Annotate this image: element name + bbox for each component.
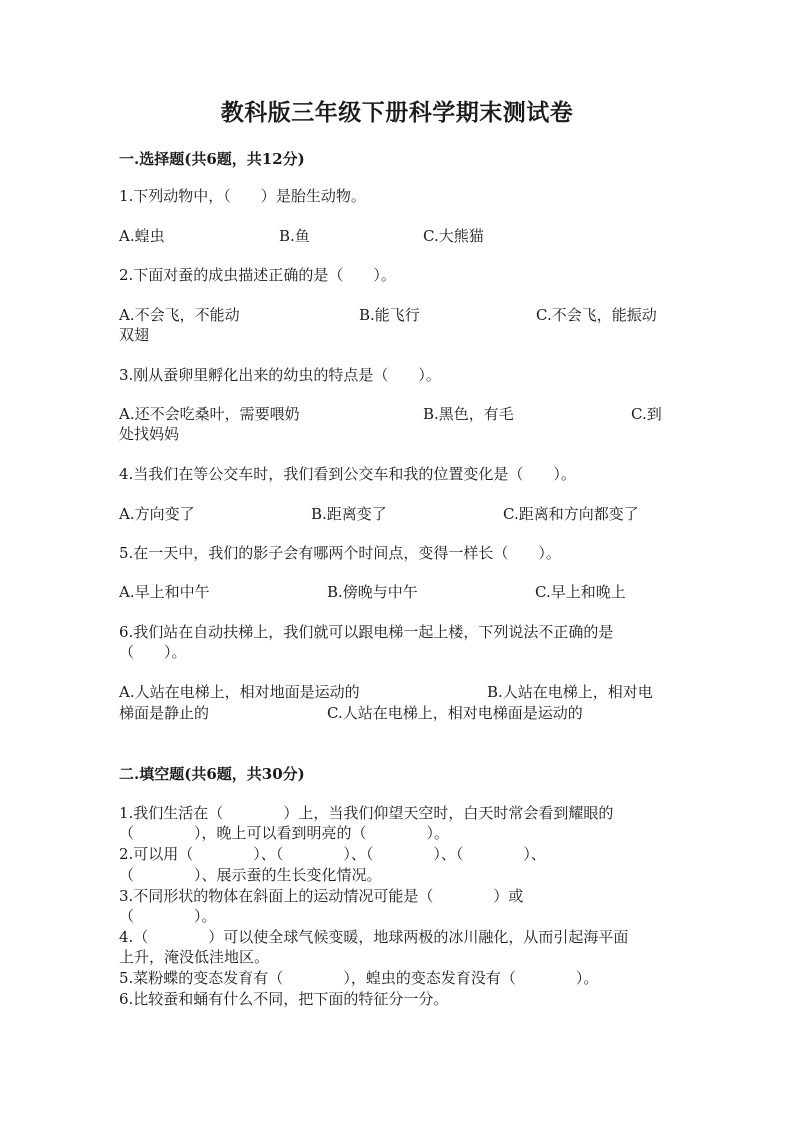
- option-a: A.还不会吃桑叶，需要喂奶: [119, 405, 300, 423]
- option-c-continued: 处找妈妈: [119, 425, 180, 443]
- fill-line: 4.（ ）可以使全球气候变暖，地球两极的冰川融化，从而引起海平面: [119, 928, 629, 946]
- question-stem: 2.下面对蚕的成虫描述正确的是（ ）。: [119, 266, 396, 284]
- option-c: C.大熊猫: [423, 227, 484, 245]
- option-c: C.到: [631, 405, 662, 423]
- option-a: A.不会飞，不能动: [119, 306, 240, 324]
- section-heading-choice: 一.选择题(共6题，共12分): [119, 150, 305, 168]
- fill-line: 5.菜粉蝶的变态发育有（ ），蝗虫的变态发育没有（ ）。: [119, 969, 599, 987]
- option-c: C.距离和方向都变了: [503, 505, 639, 523]
- option-b: B.鱼: [279, 227, 310, 245]
- fill-line: （ ），晚上可以看到明亮的（ ）。: [119, 824, 450, 842]
- option-c: C.人站在电梯上，相对电梯面是运动的: [327, 704, 583, 722]
- fill-line: （ ）。: [119, 907, 217, 925]
- section-heading-fill-in: 二.填空题(共6题，共30分): [119, 765, 305, 783]
- fill-line: 6.比较蚕和蛹有什么不同，把下面的特征分一分。: [119, 990, 449, 1008]
- option-b: B.能飞行: [359, 306, 420, 324]
- question-stem: 1.下列动物中，（ ）是胎生动物。: [119, 187, 366, 205]
- question-stem: 5.在一天中，我们的影子会有哪两个时间点，变得一样长（ ）。: [119, 544, 561, 562]
- option-b: B.傍晚与中午: [327, 583, 418, 601]
- option-b: B.距离变了: [311, 505, 387, 523]
- question-stem: 4.当我们在等公交车时，我们看到公交车和我的位置变化是（ ）。: [119, 465, 576, 483]
- option-a: A.方向变了: [119, 505, 195, 523]
- option-c: C.不会飞，能振动: [536, 306, 657, 324]
- question-stem: 6.我们站在自动扶梯上，我们就可以跟电梯一起上楼，下列说法不正确的是: [119, 623, 614, 641]
- option-a: A.早上和中午: [119, 583, 210, 601]
- fill-line: 2.可以用（ ）、（ ）、（ ）、（ ）、: [119, 845, 546, 863]
- option-b: B.黑色，有毛: [423, 405, 514, 423]
- option-b: B.人站在电梯上，相对电: [487, 683, 653, 701]
- option-a: A.蝗虫: [119, 227, 165, 245]
- option-c: C.早上和晚上: [535, 583, 626, 601]
- question-stem: 3.刚从蚕卵里孵化出来的幼虫的特点是（ ）。: [119, 366, 441, 384]
- fill-line: 3.不同形状的物体在斜面上的运动情况可能是（ ）或: [119, 887, 524, 905]
- fill-line: （ ）、展示蚕的生长变化情况。: [119, 866, 382, 884]
- option-a: A.人站在电梯上，相对地面是运动的: [119, 683, 360, 701]
- fill-line: 1.我们生活在（ ）上，当我们仰望天空时，白天时常会看到耀眼的: [119, 804, 614, 822]
- option-b-continued: 梯面是静止的: [119, 704, 210, 722]
- question-stem-continued: （ ）。: [119, 643, 187, 661]
- option-c-continued: 双翅: [119, 326, 150, 344]
- fill-line: 上升，淹没低洼地区。: [119, 948, 270, 966]
- exam-title: 教科版三年级下册科学期末测试卷: [220, 99, 574, 126]
